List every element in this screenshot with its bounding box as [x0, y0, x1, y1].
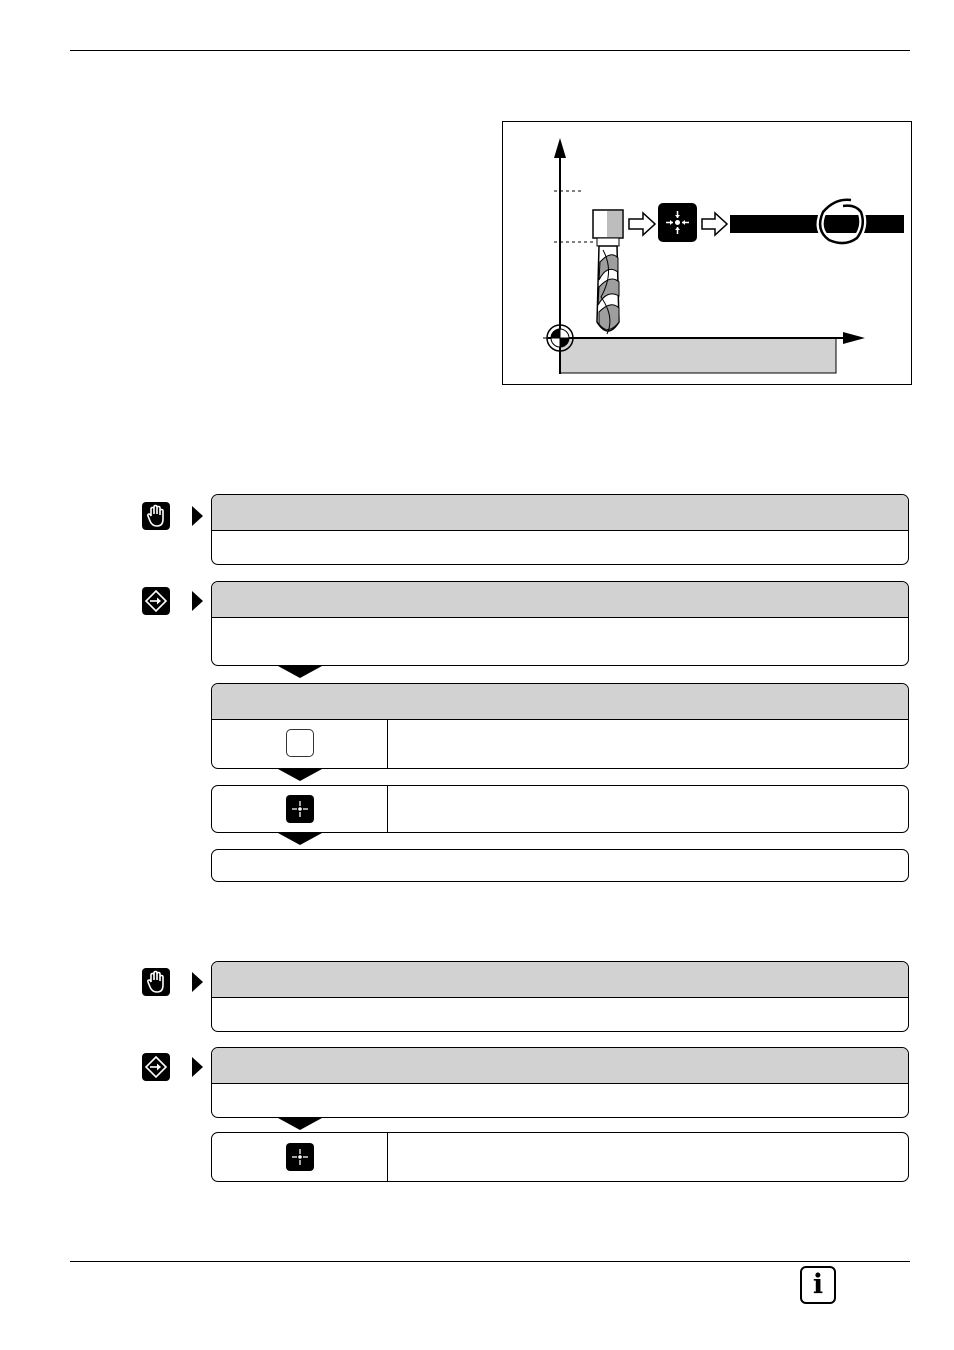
blank-key-button[interactable] — [286, 729, 314, 757]
step-header — [212, 582, 908, 618]
triangle-down-icon — [278, 666, 322, 678]
center-probe-icon[interactable] — [286, 795, 314, 823]
step-box-result-1 — [211, 849, 909, 882]
triangle-right-icon — [192, 506, 203, 526]
datum-setting-icon[interactable] — [142, 1053, 170, 1081]
triangle-down-icon — [278, 769, 322, 781]
triangle-right-icon — [192, 972, 203, 992]
step-header — [212, 495, 908, 531]
info-glyph: i — [812, 1269, 824, 1300]
step-box-datum-2 — [211, 1047, 909, 1118]
step-text — [402, 1133, 898, 1181]
probing-diagram — [503, 122, 913, 386]
step-text — [226, 850, 898, 881]
footer-rule — [70, 1261, 910, 1262]
step-box-manual-1 — [211, 494, 909, 565]
key-cell — [212, 720, 388, 768]
triangle-down-icon — [278, 833, 322, 845]
step-header — [212, 962, 908, 998]
step-header — [212, 1048, 908, 1084]
step-box-manual-2 — [211, 961, 909, 1032]
y-axis-arrow — [554, 138, 566, 158]
step-box-select-1 — [211, 683, 909, 769]
info-icon — [800, 1266, 836, 1304]
x-axis-arrow — [843, 332, 865, 344]
step-text — [402, 720, 898, 768]
header-rule — [70, 50, 910, 51]
end-mill-tool — [593, 210, 623, 334]
key-cell — [212, 786, 388, 832]
hollow-arrow-1 — [629, 213, 655, 235]
step-text — [402, 786, 898, 832]
center-probe-icon — [658, 203, 697, 242]
hollow-arrow-2 — [702, 213, 727, 235]
triangle-down-icon — [278, 1118, 322, 1130]
triangle-right-icon — [192, 1057, 203, 1077]
step-header — [212, 684, 908, 720]
center-probe-icon[interactable] — [286, 1143, 314, 1171]
workpiece — [560, 338, 836, 373]
step-box-probe-1 — [211, 785, 909, 833]
step-box-probe-2 — [211, 1132, 909, 1182]
hand-icon[interactable] — [142, 502, 170, 530]
triangle-right-icon — [192, 591, 203, 611]
step-box-datum-1 — [211, 581, 909, 666]
key-cell — [212, 1133, 388, 1181]
datum-setting-icon[interactable] — [142, 587, 170, 615]
probing-figure — [502, 121, 912, 385]
hand-icon[interactable] — [142, 968, 170, 996]
